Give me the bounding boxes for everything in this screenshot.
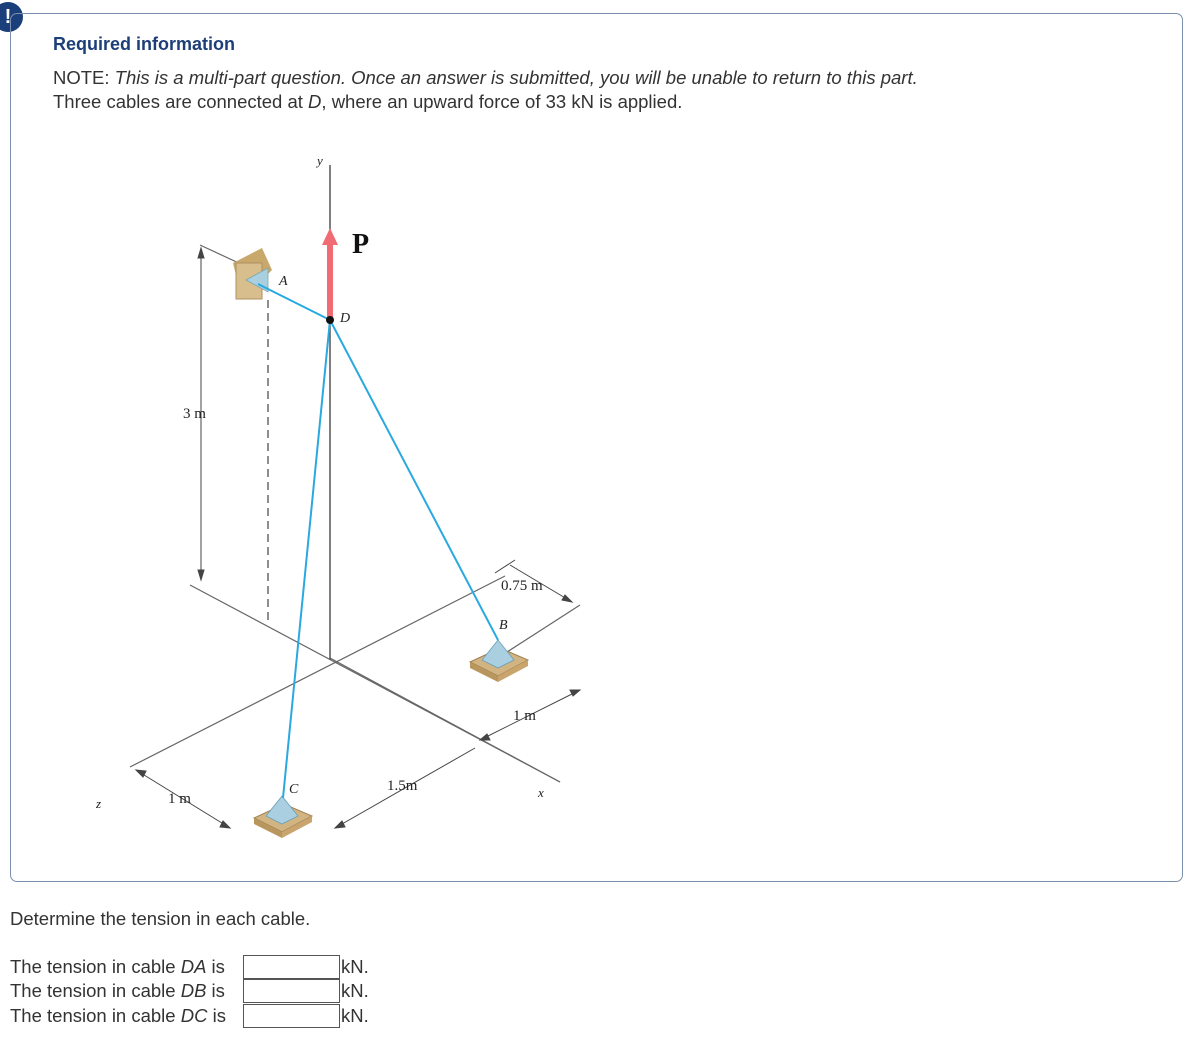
- label-d: D: [340, 311, 351, 326]
- unit-label: kN.: [341, 1005, 369, 1026]
- statement-point: D: [308, 91, 322, 112]
- info-title: Required information: [53, 34, 236, 54]
- tension-db-input[interactable]: [243, 979, 340, 1003]
- label-ab-offset: 0.75 m: [501, 578, 543, 594]
- row-prefix: The tension in cable: [10, 956, 181, 977]
- label-a: A: [279, 274, 288, 289]
- note-line: [53, 67, 918, 89]
- z-axis-line: [130, 576, 505, 767]
- label-c: C: [289, 782, 299, 797]
- label-c-offset: 1.5m: [387, 778, 418, 794]
- label-y-axis: y: [317, 153, 323, 168]
- row-suffix: is: [206, 956, 225, 977]
- support-b: [470, 640, 528, 682]
- force-label: P: [352, 229, 370, 260]
- question-prompt: Determine the tension in each cable.: [10, 908, 311, 929]
- note-text: This is a multi-part question. Once an answer is submitted, you will be unable to return to this part.: [114, 67, 918, 88]
- problem-statement: [53, 91, 682, 113]
- row-suffix: is: [207, 1005, 226, 1026]
- point-d: [326, 316, 334, 324]
- cable-db: [330, 320, 498, 640]
- note-prefix: NOTE:: [53, 67, 115, 88]
- row-prefix: The tension in cable: [10, 980, 181, 1001]
- statement-part-2: , where an upward force of 33 kN is applied.: [321, 91, 683, 112]
- label-x-axis: x: [538, 785, 544, 800]
- label-height: 3 m: [183, 406, 206, 422]
- label-z-axis: z: [96, 796, 102, 811]
- answer-label: [10, 1005, 226, 1027]
- tension-dc-input[interactable]: [243, 1004, 340, 1028]
- row-prefix: The tension in cable: [10, 1005, 181, 1026]
- cable-name: DA: [180, 956, 207, 977]
- unit-label: kN.: [341, 956, 369, 977]
- support-a: [233, 248, 272, 300]
- alert-icon: !: [0, 2, 23, 32]
- support-c: [254, 796, 312, 838]
- tension-da-input[interactable]: [243, 955, 340, 979]
- cable-dc: [283, 320, 330, 798]
- label-c-depth: 1 m: [168, 791, 191, 807]
- ground-lines: [130, 245, 580, 782]
- answer-label: [10, 956, 225, 978]
- label-b: B: [499, 618, 508, 633]
- cable-name: DB: [180, 980, 207, 1001]
- cable-name: DC: [180, 1005, 208, 1026]
- cable-figure: [90, 150, 590, 850]
- unit-label: kN.: [341, 980, 369, 1001]
- cable-da: [258, 284, 330, 320]
- statement-part-1: Three cables are connected at: [53, 91, 309, 112]
- answer-label: [10, 980, 225, 1002]
- force-arrow: [322, 228, 338, 320]
- label-b-offset: 1 m: [513, 708, 536, 724]
- row-suffix: is: [206, 980, 225, 1001]
